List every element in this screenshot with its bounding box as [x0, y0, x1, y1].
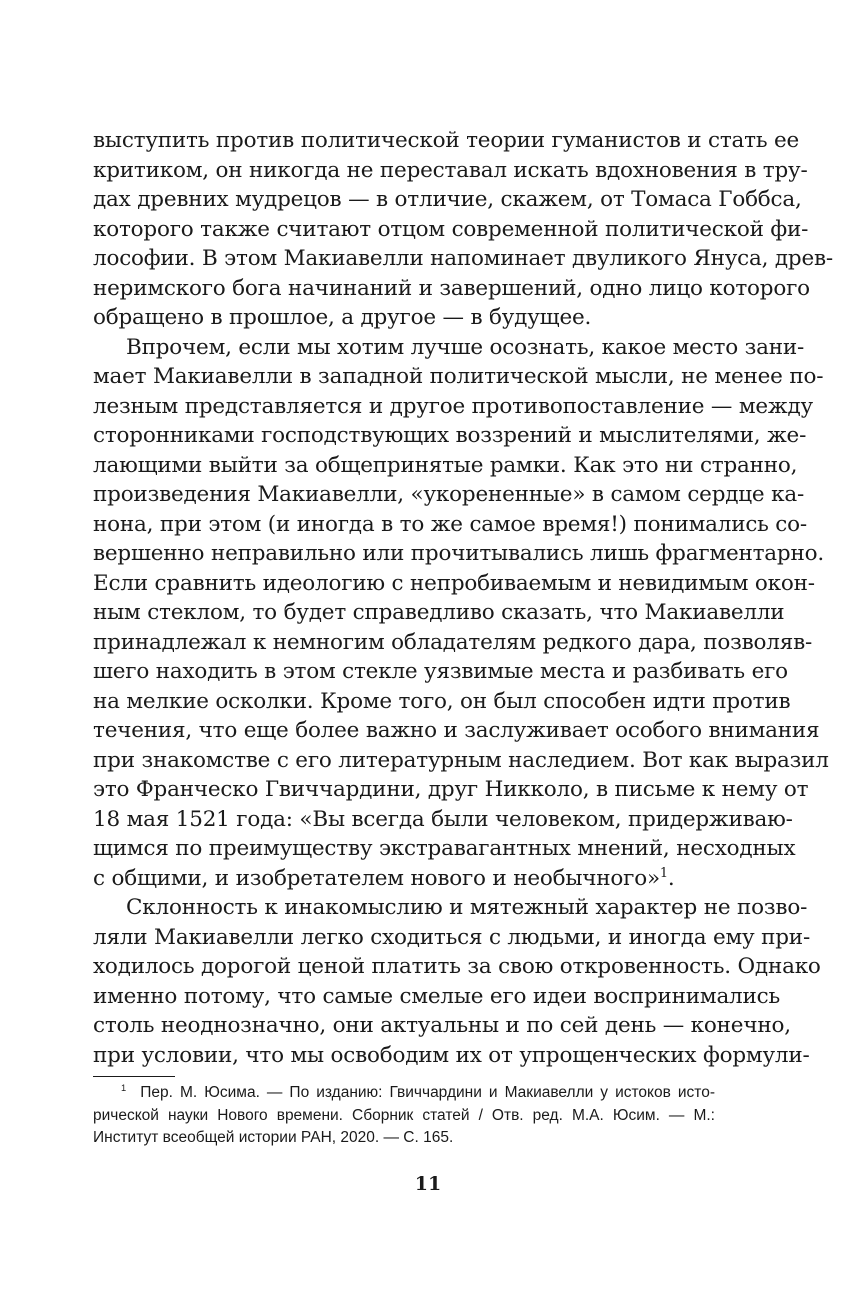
footnote-text: Пер. М. Юсима. — По изданию: Гвиччардини и Макиавелли у истоков исто- [140, 1084, 715, 1101]
text-line: ляли Макиавелли легко сходиться с людьми, и иногда ему при- [93, 924, 811, 950]
footnote-line: Институт всеобщей истории РАН, 2020. — С. 165. [93, 1129, 454, 1146]
text-line: нона, при этом (и иногда в то же самое время!) понимались со- [93, 511, 807, 537]
text-line: Склонность к инакомыслию и мятежный характер не позво- [126, 895, 808, 920]
paragraph-1 [93, 126, 833, 333]
text-line: Впрочем, если мы хотим лучше осознать, какое место зани- [126, 334, 805, 360]
text-line: Если сравнить идеологию с непробиваемым и невидимым окон- [93, 570, 815, 596]
text-line: неримского бога начинаний и завершений, одно лицо которого [93, 275, 810, 301]
text-line: на мелкие осколки. Кроме того, он был способен идти против [93, 688, 791, 714]
paragraph-3 [93, 893, 821, 1070]
text-line-content: с общими, и изобретателем нового и необычного» [93, 865, 660, 891]
text-line: лезным представляется и другое противопоставление — между [93, 393, 813, 419]
text-line: обращено в прошлое, а другое — в будущее. [93, 305, 592, 330]
text-line: именно потому, что самые смелые его идеи воспринимались [93, 983, 780, 1009]
text-line: мает Макиавелли в западной политической мысли, не менее по- [93, 364, 824, 389]
text-line: столь неоднозначно, они актуальны и по сей день — конечно, [93, 1013, 791, 1038]
text-line: ходилось дорогой ценой платить за свою откровенность. Однако [93, 954, 821, 979]
text-line: с общими, и изобретателем нового и необычного»$^1$. [93, 865, 675, 891]
footnote-reference[interactable]: 1 [659, 865, 668, 881]
footnote-line: рической науки Нового времени. Сборник статей / Отв. ред. М.А. Юсим. — М.: [93, 1106, 715, 1124]
footnote-number: 1 [121, 1082, 127, 1093]
text-line: щимся по преимуществу экстравагантных мнений, несходных [93, 836, 796, 861]
text-line: при условии, что мы освободим их от упрощенческих формули- [93, 1042, 810, 1068]
text-line: при знакомстве с его литературным наследием. Вот как выразил [93, 747, 829, 773]
text-line: произведения Макиавелли, «укорененные» в самом сердце ка- [93, 482, 805, 507]
text-line: дах древних мудрецов — в отличие, скажем, от Томаса Гоббса, [93, 187, 802, 212]
footnote-divider [93, 1076, 175, 1077]
text-line: 18 мая 1521 года: «Вы всегда были человеком, придерживаю- [93, 806, 793, 832]
text-line: принадлежал к немногим обладателям редкого дара, позволяв- [93, 629, 813, 655]
text-line: течения, что еще более важно и заслуживает особого внимания [93, 718, 820, 743]
text-line: сторонниками господствующих воззрений и мыслителями, же- [93, 423, 807, 448]
footnote-line [93, 1082, 715, 1105]
footnote [93, 1082, 715, 1150]
text-line: это Франческо Гвиччардини, друг Никколо, в письме к нему от [93, 777, 809, 802]
text-line: которого также считают отцом современной политической фи- [93, 216, 809, 242]
paragraph-2 [93, 333, 829, 894]
text-line: вершенно неправильно или прочитывались лишь фрагментарно. [93, 541, 824, 566]
text-line: критиком, он никогда не переставал искать вдохновения в тру- [93, 157, 808, 183]
body-text [93, 126, 833, 1070]
text-line: лающими выйти за общепринятые рамки. Как это ни странно, [93, 452, 798, 478]
text-line: ным стеклом, то будет справедливо сказать, что Макиавелли [93, 600, 785, 625]
page-number: 11 [414, 1173, 442, 1195]
text-line: лософии. В этом Макиавелли напоминает двуликого Януса, древ- [93, 246, 833, 271]
text-line: шего находить в этом стекле уязвимые места и разбивать его [93, 659, 788, 684]
text-line: выступить против политической теории гуманистов и стать ее [93, 128, 800, 153]
